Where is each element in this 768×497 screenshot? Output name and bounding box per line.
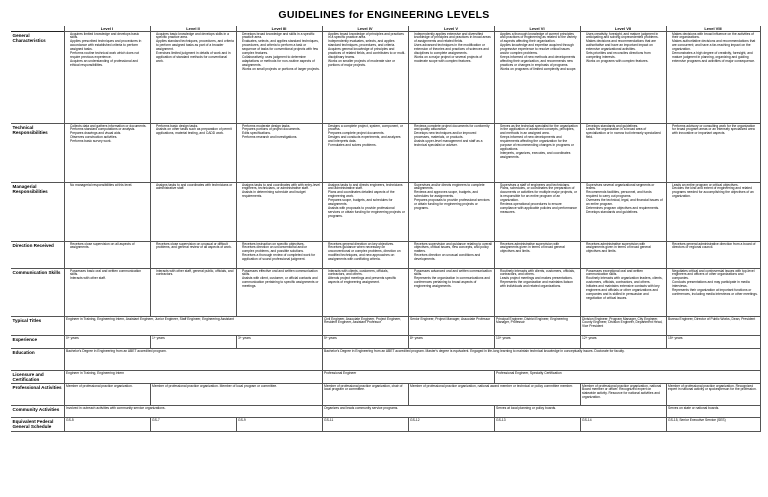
- level-cell: [236, 242, 322, 269]
- bullet-item: • Receives general administrative direction from a board of directors or regional council.: [672, 243, 758, 251]
- bullet-item: • Assigns tasks to and directs engineers, technicians and administrative staff.: [328, 184, 406, 192]
- level-cell: [494, 183, 580, 242]
- span-cell: 8+ years: [408, 336, 494, 349]
- bullet-item: • Collects data and gathers information or documents.: [70, 125, 148, 129]
- bullet-item: • Works on small projects or portions of larger projects.: [242, 68, 320, 72]
- bullet-item: • Possesses effective oral and written communication skills.: [242, 270, 320, 278]
- levels-table: [11, 26, 761, 432]
- bullet-item: • Assists in determining schedule and budget requirements.: [242, 191, 320, 199]
- bullet-item: • Supervises a staff of engineers and technicians.: [500, 184, 578, 188]
- level-cell: [494, 124, 580, 183]
- span-cell: 1+ years: [150, 336, 236, 349]
- level-cell: [666, 269, 760, 317]
- span-cell: GS-7: [150, 418, 236, 432]
- bullet-item: • Applies prescribed techniques and procedures in accordance with established criteria to perform assigned tasks.: [70, 40, 148, 52]
- bullet-item: • Prepares portions of project documents.: [242, 128, 320, 132]
- bullet-item: • Receives close supervision on all aspects of assignments.: [70, 243, 148, 251]
- table-row: [11, 317, 760, 336]
- bullet-list: [324, 270, 406, 286]
- bullet-item: • Develops standards and guidelines.: [586, 211, 664, 215]
- level-cell: [494, 242, 580, 269]
- bullet-item: • Receives administrative supervision with assignments given in terms of broad general objectives and limits.: [586, 243, 664, 255]
- bullet-list: [410, 33, 492, 64]
- level-cell: [408, 242, 494, 269]
- bullet-list: [324, 33, 406, 68]
- level-cell: [494, 32, 580, 124]
- bullet-item: • Receives administrative supervision with assignments given in terms of broad general objectives and limits.: [500, 243, 578, 255]
- level-header: Level I: [64, 26, 150, 32]
- table-row: [11, 418, 760, 432]
- level-cell: [150, 242, 236, 269]
- table-row: [11, 124, 760, 183]
- bullet-item: • Reviews and approves scope, budgets, and schedules for assignments.: [414, 191, 492, 199]
- span-cell: Division Engineer, Program Manager, City Engineer, County Engineer, Division Engineer, Department Head, Vice President: [580, 317, 666, 336]
- bullet-item: • Conducts presentations and may participate in media interviews.: [672, 281, 758, 289]
- bullet-item: • Assists upper-level management and staff as a technical specialist or adviser.: [414, 140, 492, 148]
- bullet-list: [582, 125, 664, 141]
- bullet-list: [66, 270, 148, 282]
- bullet-item: • Plans, schedules, or coordinates the preparation of documents or activities for multiple major projects, or is responsible for an entire program of an organization.: [500, 187, 578, 203]
- level-cell: [236, 124, 322, 183]
- span-cell: GS-5: [64, 418, 150, 432]
- bullet-item: • Exercises limited judgment in details of work and in application of standard methods for conventional work.: [156, 52, 234, 64]
- span-cell: GS-12: [408, 418, 494, 432]
- span-cell: GS-15, Senior Executive Service (SES): [666, 418, 760, 432]
- level-cell: [322, 269, 408, 317]
- span-cell: GS-9: [236, 418, 322, 432]
- bullet-list: [496, 270, 578, 290]
- row-label: General Characteristics: [11, 32, 64, 124]
- bullet-item: • Demonstrates a high degree of creativity, foresight, and mature judgment in planning, organizing and guiding extensive programs and activities of major consequence.: [672, 52, 758, 64]
- bullet-list: [496, 243, 578, 255]
- bullet-item: • Interprets, organizes, executes, and coordinates assignments.: [500, 152, 578, 160]
- bullet-item: • Receives supervision and guidance relating to overall objectives, critical issues, new concepts, and policy matters.: [414, 243, 492, 255]
- bullet-item: • Possesses advanced oral and written communication skills.: [414, 270, 492, 278]
- span-cell: 0+ years: [64, 336, 150, 349]
- bullet-item: • Interacts with other staff.: [70, 277, 148, 281]
- level-cell: [408, 183, 494, 242]
- bullet-item: • Develops new techniques and/or improved processes, materials, or products.: [414, 132, 492, 140]
- span-cell: Serves at local planning or policy boards.: [494, 406, 666, 418]
- bullet-list: [410, 270, 492, 290]
- bullet-item: • Sets priorities and reconciles directions from competing interests.: [586, 52, 664, 60]
- row-label: Managerial Responsibilities: [11, 183, 64, 242]
- bullet-list: [668, 184, 758, 200]
- bullet-item: • Represents the organization in communications and conferences pertaining to broad aspects of engineering assignments.: [414, 277, 492, 289]
- level-header: Level VI: [494, 26, 580, 32]
- level-header: Level III: [236, 26, 322, 32]
- span-cell: Senior Engineer, Project Manager, Associate Professor: [408, 317, 494, 336]
- span-cell: Engineer in Training, Engineering Intern, Assistant Engineer, Junior Engineer, Staff Engineer, Engineering Assistant: [64, 317, 322, 336]
- row-label: Community Activities: [11, 406, 64, 418]
- bullet-list: [582, 270, 664, 301]
- bullet-item: • Works on smaller projects of moderate size or portions of major projects.: [328, 60, 406, 68]
- level-cell: [580, 32, 666, 124]
- bullet-item: • Acquires limited knowledge and develops basic skills.: [70, 33, 148, 41]
- bullet-list: [410, 125, 492, 148]
- level-cell: [408, 32, 494, 124]
- bullet-list: [238, 270, 320, 290]
- bullet-item: • Works on programs of limited complexity and scope.: [500, 68, 578, 72]
- row-label: Professional Activities: [11, 384, 64, 406]
- level-header: Level II: [150, 26, 236, 32]
- level-cell: [236, 32, 322, 124]
- bullet-item: • Determines program objectives and requirements.: [586, 207, 664, 211]
- level-header: Level VII: [580, 26, 666, 32]
- row-label: Technical Responsibilities: [11, 124, 64, 183]
- bullet-list: [668, 243, 758, 251]
- bullet-item: • Assigns tasks to and coordinates with technicians or administrative staff.: [156, 184, 234, 192]
- span-cell: 3+ years: [236, 336, 322, 349]
- span-cell: GS-14: [580, 418, 666, 432]
- bullet-list: [238, 184, 320, 200]
- bullet-item: • Receives close supervision on unusual or difficult problems, and general review of all aspects of work.: [156, 243, 234, 251]
- table-row: [11, 269, 760, 317]
- bullet-item: • Receives instruction on specific objectives.: [242, 243, 320, 247]
- bullet-list: [66, 184, 148, 188]
- bullet-item: • Interacts with clients, customers, officials, contractors, and others.: [328, 270, 406, 278]
- level-cell: [580, 124, 666, 183]
- span-cell: GS-13: [494, 418, 580, 432]
- bullet-item: • Prepares proposals to provide professional services or obtain funding for engineering projects or programs.: [414, 199, 492, 211]
- table-row: [11, 336, 760, 349]
- bullet-list: [152, 270, 234, 278]
- level-cell: [64, 124, 150, 183]
- bullet-item: • Independently applies extensive and diversified knowledge of principles and practices in broad areas of assignments and related fields.: [414, 33, 492, 45]
- level-cell: [322, 124, 408, 183]
- bullet-item: • Reviews complete project documents for conformity and quality assurance.: [414, 125, 492, 133]
- bullet-item: • Decides the kind and extent of engineering and related programs needed for accomplishing the objectives of an organization.: [672, 187, 758, 199]
- level-cell: [666, 183, 760, 242]
- span-cell: Organizes and leads community service programs.: [322, 406, 494, 418]
- bullet-item: • Evaluates, selects, and applies standard techniques, procedures, and criteria to perform a task or sequence of tasks for conventional projects with few complex features.: [242, 40, 320, 56]
- table-row: [11, 349, 760, 371]
- page-title: GUIDELINES for ENGINEERING LEVELS: [278, 9, 490, 21]
- span-cell: Bureau Engineer, Director of Public Works, Dean, President: [666, 317, 760, 336]
- bullet-item: • No managerial responsibilities at this level.: [70, 184, 148, 188]
- row-label: Typical Titles: [11, 317, 64, 336]
- level-cell: [322, 242, 408, 269]
- bullet-list: [238, 243, 320, 263]
- bullet-item: • Prepares scope, budgets, and schedules for assignments.: [328, 199, 406, 207]
- bullet-list: [496, 33, 578, 72]
- bullet-list: [668, 270, 758, 297]
- bullet-item: • Assists on other tasks such as preparation of permit applications, material testing, and CADD work.: [156, 128, 234, 136]
- bullet-item: • Edits specifications.: [242, 132, 320, 136]
- bullet-item: • Applies broad knowledge of principles and practices in a specific practice area.: [328, 33, 406, 41]
- level-cell: [236, 183, 322, 242]
- bullet-item: • Keeps informed of new developments and requirements affecting the organization for the purpose of recommending changes in programs or applications.: [500, 136, 578, 152]
- span-cell: Bachelor's Degree in Engineering from an ABET accredited program.: [64, 349, 322, 371]
- level-cell: [580, 269, 666, 317]
- row-label: Equivalent Federal General Schedule: [11, 418, 64, 432]
- bullet-item: • Performs basic design tasks.: [156, 125, 234, 129]
- table-row: [11, 183, 760, 242]
- span-cell: Member of professional practice organization. Member of local program or committee.: [150, 384, 322, 406]
- bullet-item: • Develops standards and guidelines.: [586, 125, 664, 129]
- span-cell: Member of professional practice organization. Recognized expert in national activity or spokesperson for the profession.: [666, 384, 760, 406]
- bullet-list: [152, 33, 234, 64]
- bullet-item: • Works on a major project or several projects of moderate scope with complex features.: [414, 56, 492, 64]
- bullet-list: [668, 125, 758, 137]
- bullet-item: • Supervises and/or directs engineers to complete assignments.: [414, 184, 492, 192]
- span-cell: 5+ years: [322, 336, 408, 349]
- bullet-list: [238, 33, 320, 72]
- bullet-item: • Makes authoritative decisions and recommendations that are concurrent; and have a far-reaching impact on the organization.: [672, 40, 758, 52]
- bullet-item: • Observes construction activities.: [70, 136, 148, 140]
- bullet-item: • Makes decisions with broad influence on the activities of their organizations.: [672, 33, 758, 41]
- table-row: [11, 32, 760, 124]
- level-cell: [64, 242, 150, 269]
- bullet-item: • Applies standard techniques, procedures, and criteria to perform assigned tasks as part of a broader assignment.: [156, 40, 234, 52]
- span-cell: Principal Engineer, District Engineer, Engineering Manager, Professor: [494, 317, 580, 336]
- bullet-item: • Possesses basic oral and written communication skills.: [70, 270, 148, 278]
- bullet-item: • Leads the organization in a broad area of specialization or in narrow but intensely specialized field.: [586, 128, 664, 140]
- bullet-item: • Applies a thorough knowledge of current principles and practices of engineering as related to the variety of aspects affecting their organization.: [500, 33, 578, 45]
- level-cell: [408, 124, 494, 183]
- bullet-list: [324, 184, 406, 219]
- span-cell: Professional Engineer, Specialty Certification: [494, 371, 760, 384]
- bullet-list: [668, 33, 758, 64]
- bullet-item: • Prepares complete project documents.: [328, 132, 406, 136]
- span-cell: Engineer in Training, Engineering Intern: [64, 371, 322, 384]
- span-cell: Bachelor's Degree in Engineering from an ABET accredited program. Master's degree is equivalent. Engaged in life-long learning to maintain technical knowledge in conceptually issues. Doctorate for faculty.: [322, 349, 760, 371]
- bullet-list: [496, 125, 578, 160]
- bullet-item: • Assists with client, customer, or official contacts and communication pertaining to specific assignments or meetings.: [242, 277, 320, 289]
- level-cell: [666, 242, 760, 269]
- bullet-item: • Receives general direction on key objectives.: [328, 243, 406, 247]
- span-cell: Member of professional practice organization, national award member or technical or policy committee member.: [408, 384, 580, 406]
- bullet-list: [410, 184, 492, 211]
- bullet-item: • Leads project meetings and makes presentations.: [500, 277, 578, 281]
- bullet-item: • Performs advisory or consulting work for the organization for broad program areas or an intensely specialized area with innovative or important aspects.: [672, 125, 758, 137]
- bullet-list: [66, 243, 148, 251]
- table-row: [11, 371, 760, 384]
- level-cell: [580, 242, 666, 269]
- bullet-list: [324, 243, 406, 263]
- bullet-item: • Serves as the technical specialist for the organization in the application of advanced concepts, principles, and methods in an assigned area.: [500, 125, 578, 137]
- bullet-item: • Performs research and investigations.: [242, 136, 320, 140]
- bullet-item: • Recommends facilities, personnel, and funds required to carry out programs.: [586, 191, 664, 199]
- bullet-list: [152, 125, 234, 137]
- bullet-item: • Designs and conducts experiments, and analyzes and interprets data.: [328, 136, 406, 144]
- bullet-item: • Represents the organization and maintains liaison with individuals and related organizations.: [500, 281, 578, 289]
- level-cell: [64, 32, 150, 124]
- bullet-item: • Performs basic survey work.: [70, 140, 148, 144]
- bullet-item: • Possesses exceptional oral and written communication skills.: [586, 270, 664, 278]
- span-cell: Civil Engineer, Associate Engineer, Project Engineer, Resident Engineer, Assistant Professor: [322, 317, 408, 336]
- bullet-item: • Independently evaluates, selects, and applies standard techniques, procedures, and criteria.: [328, 40, 406, 48]
- level-cell: [236, 269, 322, 317]
- levels-table-body: [11, 32, 760, 432]
- span-cell: Member of professional practice organization, chair of local program or committee.: [322, 384, 408, 406]
- bullet-list: [66, 33, 148, 68]
- bullet-item: • Makes decisions and recommendations that are authoritative and have an important impact on extensive organizational activities.: [586, 40, 664, 52]
- bullet-item: • Acquires an understanding of professional and ethical responsibilities.: [70, 60, 148, 68]
- bullet-item: • Assigns tasks to and coordinates with with entry-level engineers, technicians, or administrative staff.: [242, 184, 320, 192]
- level-cell: [580, 183, 666, 242]
- span-cell: 12+ years: [580, 336, 666, 349]
- bullet-list: [324, 125, 406, 148]
- bullet-list: [410, 243, 492, 263]
- level-cell: [494, 269, 580, 317]
- bullet-item: • Assists with proposals to provide professional services or obtain funding for engineering projects or programs.: [328, 207, 406, 219]
- bullet-item: • Uses creativity, foresight, and mature judgment in anticipating and solving unprecedented problems.: [586, 33, 664, 41]
- bullet-item: • Receives direction on unconventional and/or complex problems, and possible solutions.: [242, 246, 320, 254]
- bullet-item: • Develops broad knowledge and skills in a specific practice area.: [242, 33, 320, 41]
- level-header: Level V: [408, 26, 494, 32]
- bullet-item: • Supervises several organizational segments or teams.: [586, 184, 664, 192]
- row-label: Licensure and Certification: [11, 371, 64, 384]
- bullet-item: • Designs a complete project, system, component, or process.: [328, 125, 406, 133]
- bullet-item: • Attends project meetings and presents specific aspects of engineering assignment.: [328, 277, 406, 285]
- bullet-item: • Represents their organization at important functions or conferences, including media interviews or other meetings.: [672, 289, 758, 297]
- level-cell: [150, 183, 236, 242]
- bullet-list: [582, 184, 664, 215]
- bullet-item: • Negotiates critical and controversial issues with top-level engineers and officers of other organizations and companies.: [672, 270, 758, 282]
- bullet-item: • Initiates and maintains extensive contacts with key engineers and officials or other organizations and companies and is skilled in persuasion and negotiation of critical issues.: [586, 285, 664, 301]
- span-cell: Member of professional practice organization, national Board member or officer. Recognized expert on statewide activity. Resource for national activities and organization.: [580, 384, 666, 406]
- bullet-item: • Uses advanced techniques in the modification or extension of theories and practices of sciences and disciplines to complete assignments.: [414, 44, 492, 56]
- bullet-item: • Routinely interacts with clients, customers, officials, contractors, and others.: [500, 270, 578, 278]
- table-row: [11, 406, 760, 418]
- level-cell: [64, 269, 150, 317]
- bullet-item: • Reviews operational procedures to ensure compliance with applicable policies and performance measures.: [500, 203, 578, 215]
- row-label: Direction Received: [11, 242, 64, 269]
- row-label: Education: [11, 349, 64, 371]
- level-cell: [64, 183, 150, 242]
- level-cell: [150, 269, 236, 317]
- row-label: Communication Skills: [11, 269, 64, 317]
- bullet-item: • Plans and coordinates detailed aspects of the engineering work.: [328, 191, 406, 199]
- level-cell: [408, 269, 494, 317]
- bullet-list: [496, 184, 578, 215]
- level-cell: [322, 32, 408, 124]
- span-cell: 10+ years: [494, 336, 580, 349]
- bullet-list: [582, 243, 664, 255]
- bullet-item: • Receives direction on unusual conditions and developments.: [414, 254, 492, 262]
- level-cell: [322, 183, 408, 242]
- table-row: [11, 242, 760, 269]
- row-label: Experience: [11, 336, 64, 349]
- level-header: Level VIII: [666, 26, 760, 32]
- bullet-item: • Keeps informed of new methods and developments affecting their organization, and recommends new practices or changes in emphasis of programs.: [500, 56, 578, 68]
- bullet-item: • Applies knowledge and expertise acquired through progressive experience to resolve critical issues and/or complex problems.: [500, 44, 578, 56]
- table-row: [11, 384, 760, 406]
- bullet-list: [152, 243, 234, 251]
- bullet-item: • Oversees the technical, legal, and financial issues of an entire program.: [586, 199, 664, 207]
- level-header: Level IV: [322, 26, 408, 32]
- level-cell: [150, 32, 236, 124]
- bullet-item: • Acquires basic knowledge and develops skills in a specific practice area.: [156, 33, 234, 41]
- bullet-list: [152, 184, 234, 192]
- bullet-item: • Collaboratively, uses judgment to determine adaptations or methods for non-routine aspects of assignments.: [242, 56, 320, 68]
- bullet-item: • Interacts with other staff, general public, officials, and contractors.: [156, 270, 234, 278]
- span-cell: Professional Engineer: [322, 371, 494, 384]
- bullet-item: • Works on programs with complex features.: [586, 60, 664, 64]
- span-cell: Involved in outreach activities with community service organizations.: [64, 406, 322, 418]
- bullet-list: [238, 125, 320, 141]
- level-cell: [150, 124, 236, 183]
- bullet-list: [66, 125, 148, 145]
- level-cell: [666, 124, 760, 183]
- bullet-item: • Receives guidance when necessary on unconventional or complex problems, direction on modified techniques, and new approaches on assignments with conflicting criteria.: [328, 246, 406, 262]
- bullet-list: [582, 33, 664, 64]
- bullet-item: • Performs moderate design tasks.: [242, 125, 320, 129]
- bullet-item: • Leads an entire program or critical objectives.: [672, 184, 758, 188]
- bullet-item: • Performs standard computations or analysis.: [70, 128, 148, 132]
- span-cell: Member of professional practice organization.: [64, 384, 150, 406]
- span-cell: Serves on state or national boards.: [666, 406, 760, 418]
- bullet-item: • Routinely interacts with organization leaders, clients, customers, officials, contractors, and others.: [586, 277, 664, 285]
- span-cell: 15+ years: [666, 336, 760, 349]
- bullet-item: • Prepares drawings and visual aids.: [70, 132, 148, 136]
- level-cell: [666, 32, 760, 124]
- bullet-item: • Formulates and solves problems.: [328, 144, 406, 148]
- bullet-item: • Acquires general knowledge of principles and practices of related fields, and contributes to or multi-disciplinary teams.: [328, 48, 406, 60]
- span-cell: GS-11: [322, 418, 408, 432]
- bullet-item: • Receives a thorough review of completed work for application of sound professional judgment.: [242, 254, 320, 262]
- bullet-item: • Performs routine technical work which does not require previous experience.: [70, 52, 148, 60]
